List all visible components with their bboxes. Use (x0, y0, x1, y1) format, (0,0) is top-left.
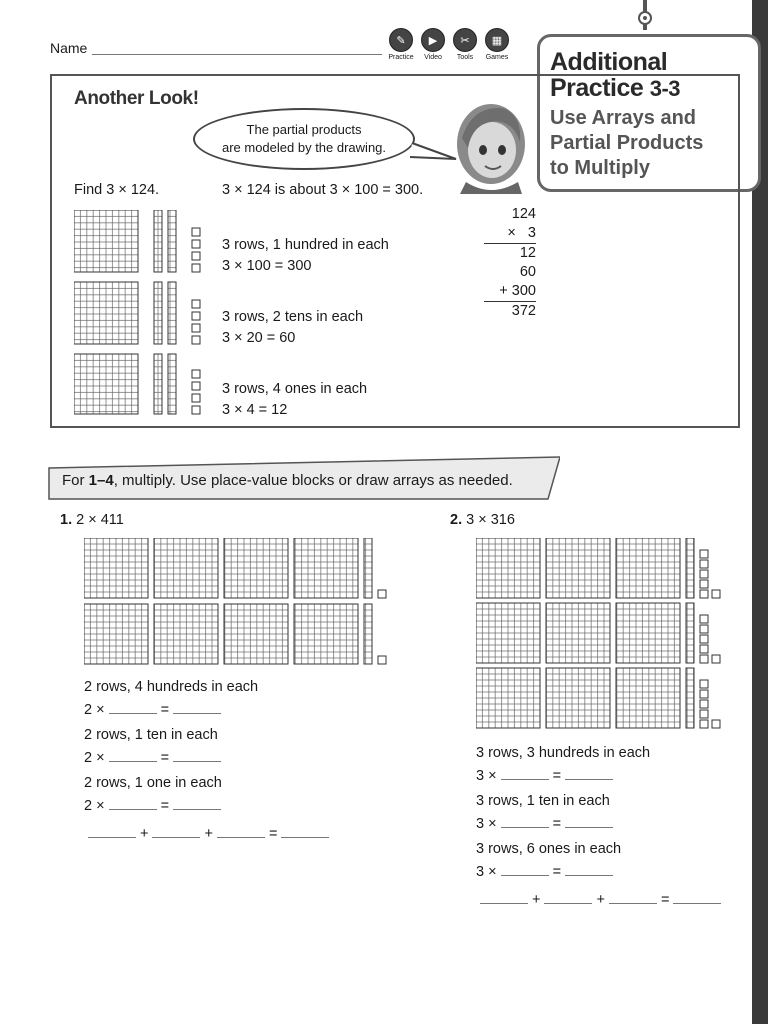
answer-blank[interactable] (480, 889, 528, 904)
estimate-text: 3 × 124 is about 3 × 100 = 300. (222, 182, 424, 198)
p2-row3-eq: 3 × = (476, 861, 617, 880)
practice-button[interactable] (388, 28, 414, 61)
answer-blank[interactable] (565, 861, 613, 876)
answer-blank[interactable] (565, 765, 613, 780)
p2-sum-line: + + = (476, 889, 725, 908)
games-label: Games (485, 54, 509, 61)
p1-row2-desc: 2 rows, 1 ten in each (84, 727, 218, 743)
step2-desc: 3 rows, 2 tens in each (222, 309, 364, 325)
another-look-heading: Another Look! (74, 88, 199, 109)
example-blocks (74, 210, 214, 420)
video-icon: ▶ (421, 28, 445, 52)
answer-blank[interactable] (501, 765, 549, 780)
problem2-header: 2. 3 × 316 (450, 512, 515, 528)
answer-blank[interactable] (565, 813, 613, 828)
lesson-subtitle: Use Arrays and Partial Products to Multiply (550, 107, 704, 179)
p1-sum-line: + + = (84, 823, 333, 842)
instructions-text: For 1–4, multiply. Use place-value blocks or draw arrays as needed. (62, 472, 513, 489)
answer-blank[interactable] (109, 795, 157, 810)
p1-row3-eq: 2 × = (84, 795, 225, 814)
answer-blank[interactable] (281, 823, 329, 838)
answer-blank[interactable] (173, 699, 221, 714)
answer-blank[interactable] (673, 889, 721, 904)
answer-blank[interactable] (501, 861, 549, 876)
step3-desc: 3 rows, 4 ones in each (222, 381, 368, 397)
vertical-calculation: 124 × 3 12 60 + 300 372 (484, 205, 536, 321)
title-line2: Practice 3-3 (550, 74, 681, 102)
answer-blank[interactable] (173, 795, 221, 810)
answer-blank[interactable] (152, 823, 200, 838)
video-label: Video (424, 54, 442, 61)
problem1-header: 1. 2 × 411 (60, 512, 124, 528)
problem1-blocks (84, 538, 394, 668)
answer-blank[interactable] (109, 699, 157, 714)
video-button[interactable] (420, 28, 446, 61)
p2-row2-eq: 3 × = (476, 813, 617, 832)
games-icon: ▦ (485, 28, 509, 52)
p1-row1-desc: 2 rows, 4 hundreds in each (84, 679, 259, 695)
tools-icon: ✂ (453, 28, 477, 52)
answer-blank[interactable] (217, 823, 265, 838)
answer-blank[interactable] (88, 823, 136, 838)
lesson-number: 3-3 (649, 76, 681, 101)
p2-row3-desc: 3 rows, 6 ones in each (476, 841, 622, 857)
answer-blank[interactable] (109, 747, 157, 762)
p1-row1-eq: 2 × = (84, 699, 225, 718)
answer-blank[interactable] (501, 813, 549, 828)
name-label: Name (50, 40, 88, 56)
resource-icons (388, 28, 518, 61)
p1-row3-desc: 2 rows, 1 one in each (84, 775, 222, 791)
step3-eq: 3 × 4 = 12 (222, 402, 288, 418)
p2-row2-desc: 3 rows, 1 ten in each (476, 793, 610, 809)
answer-blank[interactable] (609, 889, 657, 904)
answer-blank[interactable] (173, 747, 221, 762)
title-line1: Additional (550, 48, 668, 76)
find-problem: Find 3 × 124. (74, 182, 160, 198)
p1-row2-eq: 2 × = (84, 747, 225, 766)
name-field[interactable] (92, 54, 382, 55)
step1-eq: 3 × 100 = 300 (222, 258, 312, 274)
games-button[interactable] (484, 28, 510, 61)
p2-row1-eq: 3 × = (476, 765, 617, 784)
speech-bubble: The partial products are modeled by the drawing. (193, 108, 415, 170)
practice-icon: ✎ (389, 28, 413, 52)
answer-blank[interactable] (544, 889, 592, 904)
problem2-blocks (476, 538, 726, 730)
practice-label: Practice (388, 54, 414, 61)
p2-row1-desc: 3 rows, 3 hundreds in each (476, 745, 651, 761)
tools-button[interactable] (452, 28, 478, 61)
avatar (452, 98, 530, 194)
tools-label: Tools (456, 54, 474, 61)
step2-eq: 3 × 20 = 60 (222, 330, 296, 346)
step1-desc: 3 rows, 1 hundred in each (222, 237, 389, 253)
